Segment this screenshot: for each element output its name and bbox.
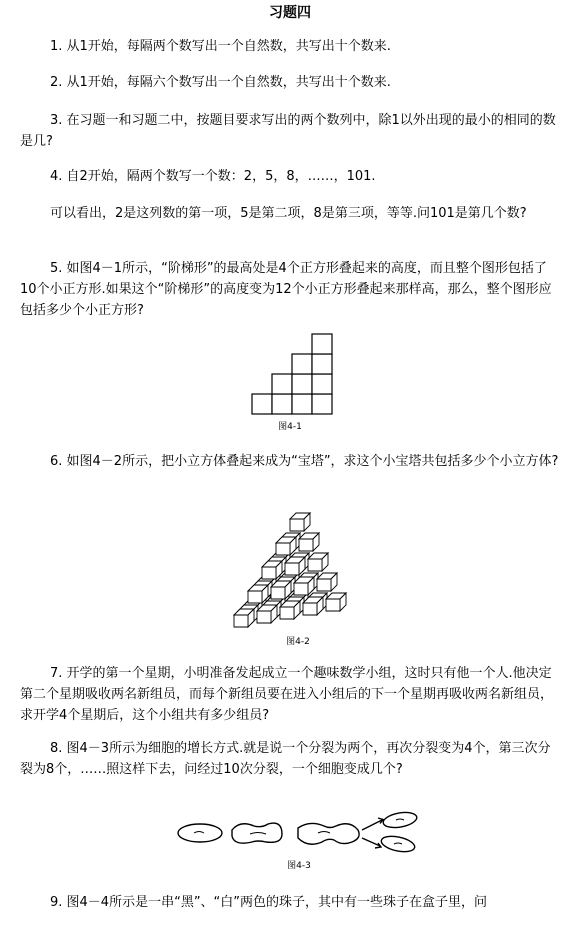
small-cube [308,553,328,571]
small-cube [299,533,319,551]
staircase-square [312,394,332,414]
cell-daughter-top [382,810,418,830]
figure-4-2-caption: 图4-2 [286,637,310,647]
problem-8: 8. 图4－3所示为细胞的增长方式.就是说一个分裂为两个，再次分裂变为4个，第三次分裂为8个，……照这样下去，问经过10次分裂，一个细胞变成几个? [20,741,551,777]
page-title: 习题四 [269,5,311,21]
staircase-square [272,374,292,394]
small-cube [234,609,254,627]
small-cube [280,601,300,619]
staircase-square [272,394,292,414]
staircase-square [292,374,312,394]
staircase-square [312,334,332,354]
small-cube [290,513,310,531]
small-cube [248,585,268,603]
problem-7: 7. 开学的第一个星期，小明准备发起成立一个趣味数学小组，这时只有他一个人.他决定第二个星期吸收两名新组员，而每个新组员要在进入小组后的下一个星期再吸收两名新组员，求开学4个星期后，这个小组共有多少组员? [20,666,554,723]
cell-dividing [298,823,359,844]
cell-division-figure [176,808,421,856]
small-cube [257,605,277,623]
problem-4: 4. 自2开始，隔两个数写一个数：2，5，8，……，101. [50,169,376,184]
staircase-square [292,354,312,374]
problem-4-note: 可以看出，2是这列数的第一项，5是第二项，8是第三项，等等.问101是第几个数? [50,206,527,221]
small-cube [271,581,291,599]
problem-9: 9. 图4－4所示是一串“黑”、“白”两色的珠子，其中有一些珠子在盒子里，问 [50,895,488,910]
small-cube [276,537,296,555]
figure-4-1-caption: 图4-1 [278,422,302,432]
problem-6: 6. 如图4－2所示，把小立方体叠起来成为“宝塔”，求这个小宝塔共包括多少个小立方体? [50,454,559,469]
small-cube [262,561,282,579]
figure-4-3-caption: 图4-3 [287,861,311,871]
staircase-square [292,394,312,414]
small-cube [326,593,346,611]
problem-1: 1. 从1开始，每隔两个数写出一个自然数，共写出十个数来. [50,39,391,54]
small-cube [317,573,337,591]
problem-5: 5. 如图4－1所示，“阶梯形”的最高处是4个正方形叠起来的高度，而且整个图形包括了10个小正方形.如果这个“阶梯形”的高度变为12个小正方形叠起来那样高，那么，整个图形应包括多少个小正方形? [20,261,552,318]
staircase-square [312,354,332,374]
cell-pinching [232,823,282,843]
staircase-square [252,394,272,414]
small-cube [303,597,323,615]
small-cube [285,557,305,575]
problem-3: 3. 在习题一和习题二中，按题目要求写出的两个数列中，除1以外出现的最小的相同的数是几? [20,113,556,149]
cube-pagoda-figure [240,505,355,630]
problem-2: 2. 从1开始，每隔六个数写出一个自然数，共写出十个数来. [50,75,391,90]
small-cube [294,577,314,595]
cell-single [178,824,222,842]
staircase-square [312,374,332,394]
staircase-figure [251,333,333,415]
cell-daughter-bottom [380,834,416,855]
